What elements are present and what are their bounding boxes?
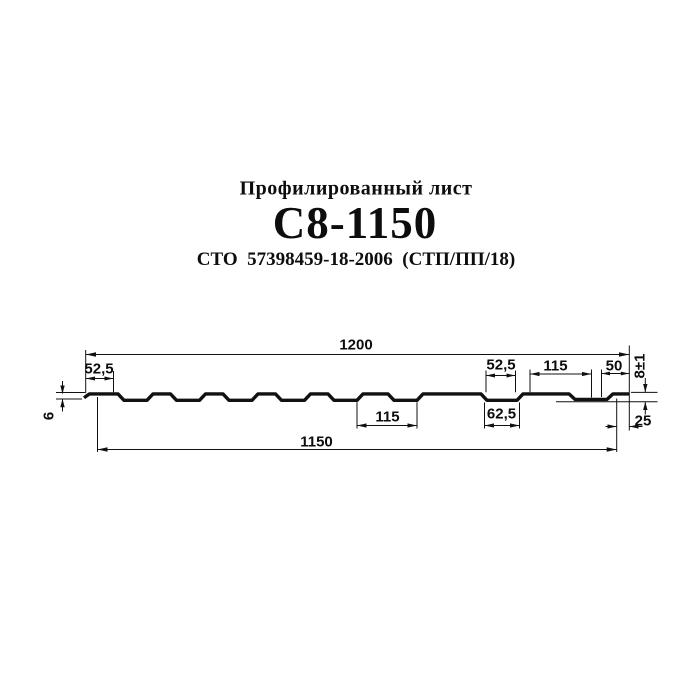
sheet-model-title: С8-1150 xyxy=(272,198,438,248)
standard-number: СТО 57398459-18-2006 (СТП/ПП/18) xyxy=(196,249,516,270)
dim-left-crest-width-label: 52,5 xyxy=(84,360,114,378)
dim-end-flat-width-label: 50 xyxy=(605,357,623,374)
sheet-profile-path xyxy=(84,394,629,400)
dim-crest-width-label: 52,5 xyxy=(486,356,516,373)
dim-rib-pitch-top-label: 115 xyxy=(543,357,568,375)
dim-profile-height-label: 8±1 xyxy=(631,353,648,379)
dim-left-edge-height-label: 6 xyxy=(40,411,57,420)
dim-useful-width-label: 1150 xyxy=(300,433,333,451)
dim-rib-pitch-bottom-label: 115 xyxy=(375,408,400,426)
dim-overlap-width-label: 25 xyxy=(634,412,652,429)
dim-overall-width-label: 1200 xyxy=(339,336,373,353)
dim-trough-width-label: 62,5 xyxy=(486,405,517,423)
sheet-type-heading: Профилированный лист xyxy=(239,177,473,200)
